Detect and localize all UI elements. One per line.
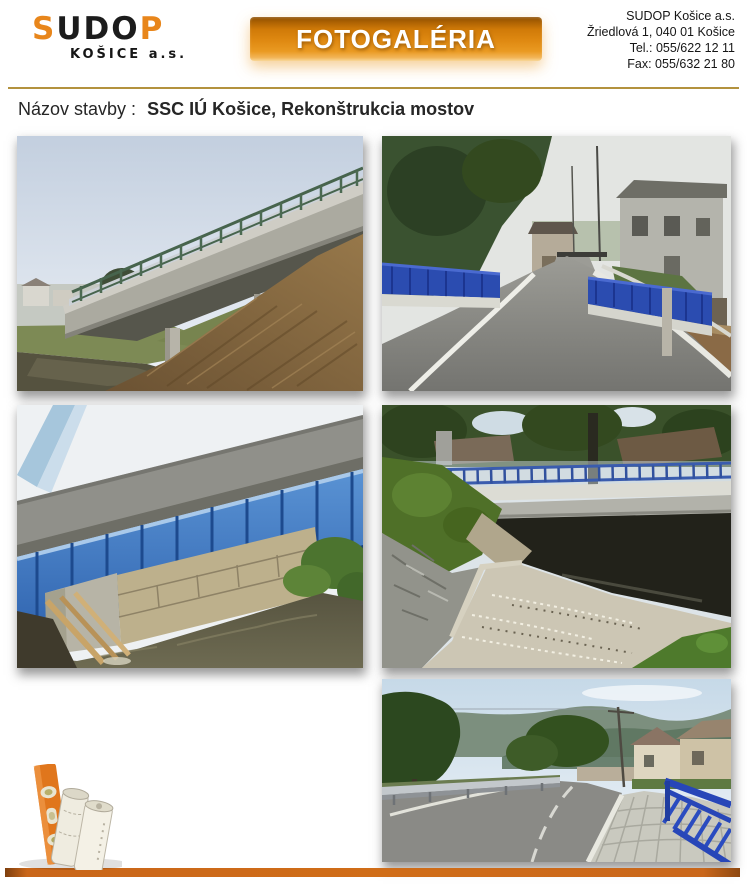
project-title-row <box>18 99 474 120</box>
gallery-photo-1 <box>17 136 363 391</box>
contact-line-fax: Fax: 055/632 21 80 <box>627 57 735 71</box>
project-title-label: Názov stavby : <box>18 99 137 119</box>
corner-decoration <box>4 764 122 870</box>
logo-subtitle: KOŠICE a.s. <box>70 47 188 62</box>
steel-girder-bridge-image <box>17 405 363 668</box>
logo-letter: D <box>83 11 112 47</box>
logo-letter: P <box>139 11 165 47</box>
logo-letter: O <box>111 11 140 47</box>
gallery-photo-3 <box>17 405 363 668</box>
sudop-logo-word <box>32 11 192 47</box>
road-sidewalk-railing-image <box>382 679 731 862</box>
company-contact-block <box>587 8 735 72</box>
logo-letter: S <box>32 11 57 47</box>
fotogaleria-banner <box>250 17 542 61</box>
contact-line-address: Žriedlová 1, 040 01 Košice <box>586 25 735 39</box>
banner-title: FOTOGALÉRIA <box>296 23 496 54</box>
stream-bridge-image <box>382 405 731 668</box>
blueprints-and-level-image <box>4 764 122 870</box>
gallery-photo-5 <box>382 679 731 862</box>
bridge-side-view-image <box>17 136 363 391</box>
sudop-logo <box>32 11 192 62</box>
project-title-value: SSC IÚ Košice, Rekonštrukcia mostov <box>147 99 475 119</box>
contact-line-company: SUDOP Košice a.s. <box>626 9 735 23</box>
logo-letter: U <box>56 11 84 47</box>
contact-line-tel: Tel.: 055/622 12 11 <box>629 41 735 55</box>
gallery-photo-2 <box>382 136 731 391</box>
road-bridge-village-image <box>382 136 731 391</box>
gallery-photo-4 <box>382 405 731 668</box>
header-separator-line <box>8 87 739 89</box>
